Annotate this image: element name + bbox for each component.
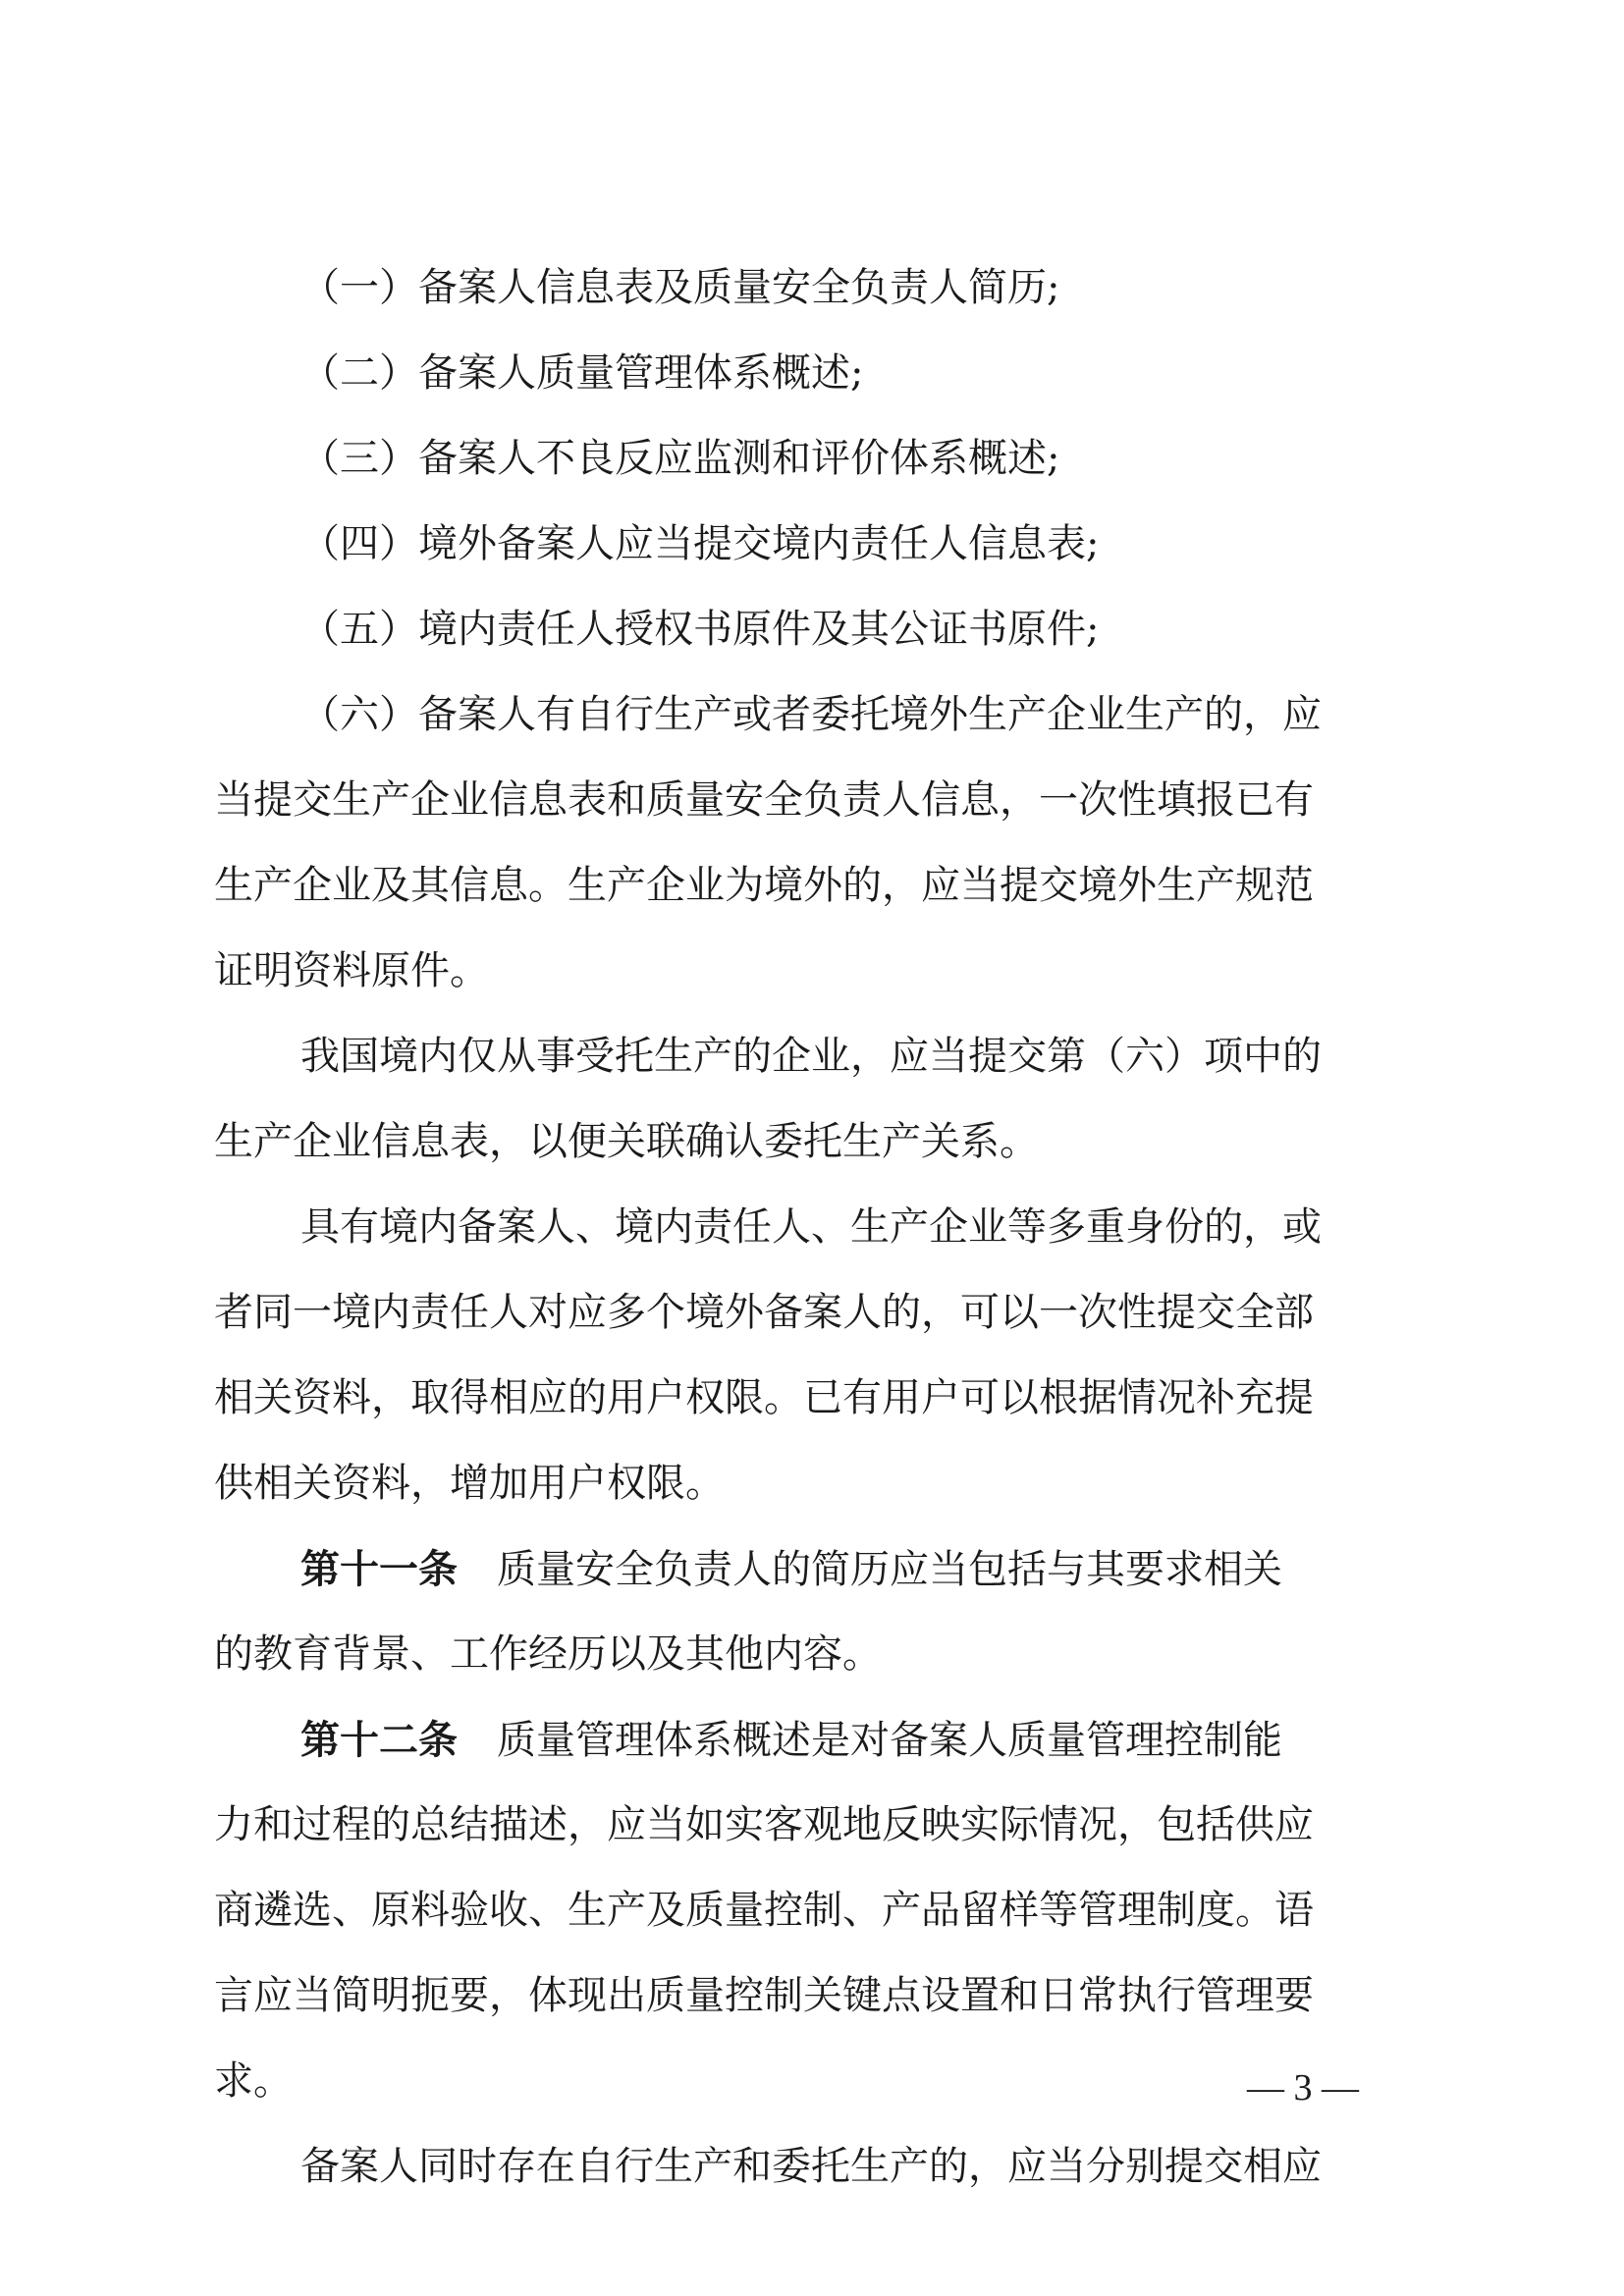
paragraph-multi-identity-line: 具有境内备案人、境内责任人、生产企业等多重身份的，或: [300, 1204, 1322, 1250]
paragraph-last-line: 备案人同时存在自行生产和委托生产的，应当分别提交相应: [300, 2144, 1322, 2189]
article-12-number: 第十二条: [300, 1717, 458, 1763]
article-12-line: 力和过程的总结描述，应当如实客观地反映实际情况，包括供应: [214, 1802, 1314, 1847]
list-item-6-line: 生产企业及其信息。生产企业为境外的，应当提交境外生产规范: [214, 863, 1314, 908]
list-item-5: （五）境内责任人授权书原件及其公证书原件;: [300, 607, 1100, 652]
article-11-number: 第十一条: [300, 1546, 458, 1592]
article-11-first-line: [214, 1526, 1422, 1612]
paragraph-multi-identity-line: 供相关资料，增加用户权限。: [214, 1461, 725, 1506]
paragraph-multi-identity-line: 相关资料，取得相应的用户权限。已有用户可以根据情况补充提: [214, 1375, 1314, 1420]
paragraph-domestic-line: 我国境内仅从事受托生产的企业，应当提交第（六）项中的: [300, 1034, 1322, 1079]
article-12-line: 商遴选、原料验收、生产及质量控制、产品留样等管理制度。语: [214, 1888, 1314, 1933]
list-item-6-line: （六）备案人有自行生产或者委托境外生产企业生产的，应: [300, 692, 1322, 737]
article-12-line: 言应当简明扼要，体现出质量控制关键点设置和日常执行管理要: [214, 1973, 1314, 2018]
list-item-4: （四）境外备案人应当提交境内责任人信息表;: [300, 521, 1100, 566]
article-11-line: 的教育背景、工作经历以及其他内容。: [214, 1631, 882, 1677]
list-item-2: （二）备案人质量管理体系概述;: [300, 350, 864, 396]
list-item-1: （一）备案人信息表及质量安全负责人简历;: [300, 265, 1060, 310]
body-text: [214, 245, 1422, 2210]
article-11-text: 质量安全负责人的简历应当包括与其要求相关: [497, 1547, 1282, 1592]
page-number: — 3 —: [1247, 2067, 1359, 2109]
list-item-3: （三）备案人不良反应监测和评价体系概述;: [300, 436, 1060, 481]
article-12-line: 求。: [214, 2058, 293, 2104]
list-item-6-line: 当提交生产企业信息表和质量安全负责人信息，一次性填报已有: [214, 777, 1314, 823]
article-12-text: 质量管理体系概述是对备案人质量管理控制能: [497, 1718, 1282, 1763]
list-item-6-line: 证明资料原件。: [214, 948, 489, 993]
paragraph-domestic-line: 生产企业信息表，以便关联确认委托生产关系。: [214, 1119, 1039, 1164]
article-12-first-line: [214, 1697, 1422, 1783]
paragraph-multi-identity-line: 者同一境内责任人对应多个境外备案人的，可以一次性提交全部: [214, 1290, 1314, 1335]
